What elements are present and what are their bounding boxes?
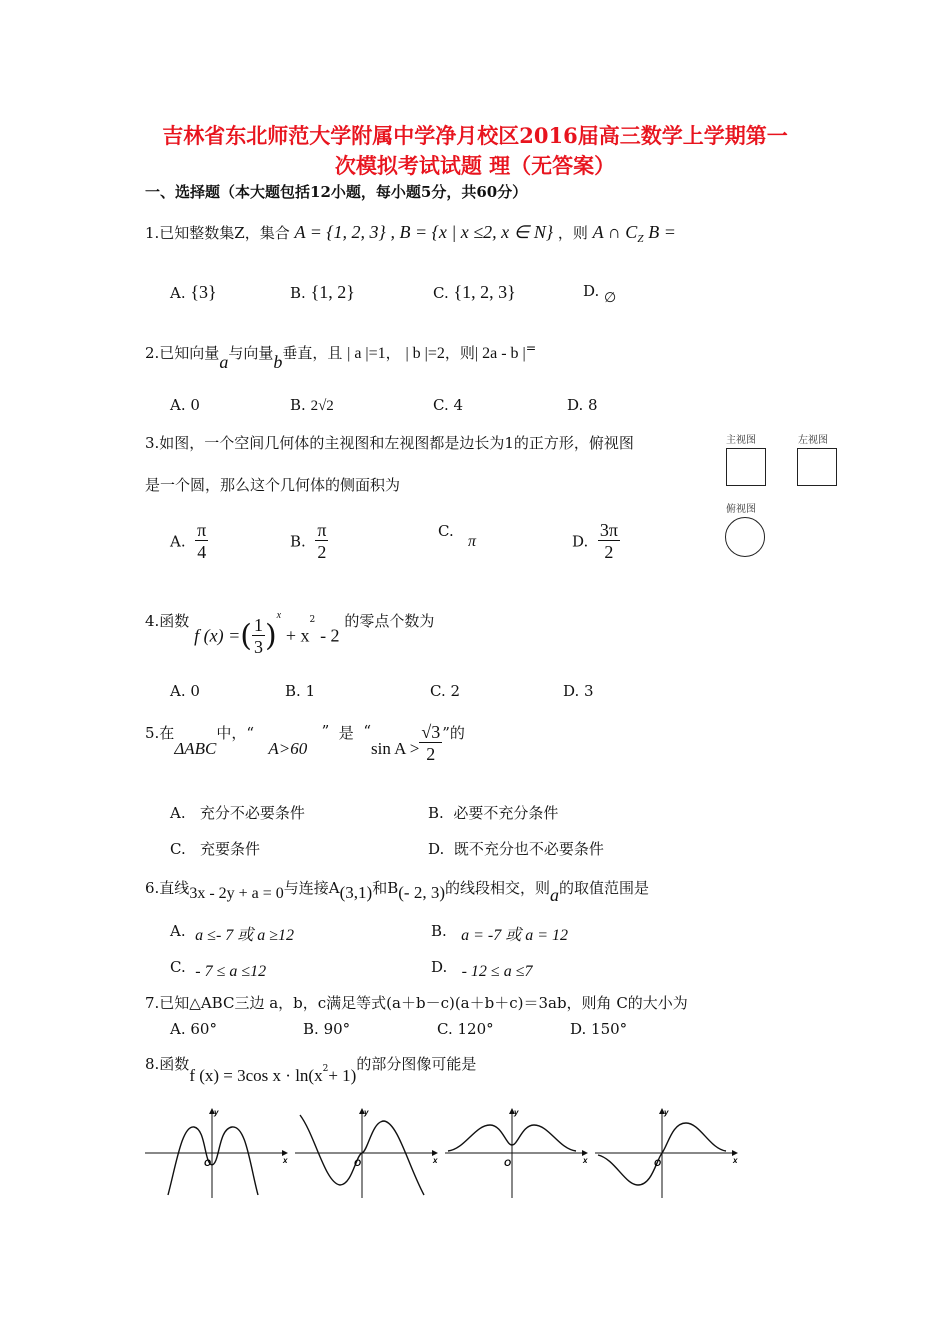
- q2-option-c: C. 4: [433, 396, 464, 414]
- left-view-square: [797, 448, 837, 486]
- graph-c-origin: O: [504, 1158, 512, 1168]
- q1-set-a: A = {1, 2, 3}: [294, 222, 386, 242]
- q4-option-c: C. 2: [430, 682, 461, 700]
- q4-option-b: B. 1: [285, 682, 316, 700]
- graph-b-origin: O: [354, 1158, 362, 1168]
- q8-graph-options: [140, 1105, 750, 1200]
- q8-graph-a: [145, 1108, 288, 1198]
- graph-b-x: x: [433, 1156, 438, 1165]
- question-6: 6.直线3x - 2y + a = 0与连接A(3,1)和B(- 2, 3)的线段相交，则a的取值范围是: [145, 879, 650, 905]
- q1-sub: Z: [637, 233, 644, 245]
- q8-graph-b: [295, 1108, 438, 1198]
- graph-c-y: y: [514, 1108, 519, 1117]
- q5-option-a: A. 充分不必要条件: [170, 804, 305, 822]
- q7-option-a: A. 60°: [170, 1020, 217, 1038]
- q3-option-c: C. π: [438, 522, 477, 550]
- q2-vector-a: a: [219, 352, 229, 372]
- doc-title-line2: 次模拟考试试题 理（无答案）: [334, 153, 616, 178]
- q7-option-c: C. 120°: [437, 1020, 494, 1038]
- q4-option-d: D. 3: [563, 682, 594, 700]
- q3-option-a: A. $\frac{\pi}{4}$: [170, 520, 207, 562]
- q2-option-b: B. 2√2: [290, 396, 334, 414]
- q3-option-d: D. $\frac{3\pi}{2}$: [572, 520, 618, 562]
- q1-set-b: , B = {x | x ≤2, x ∈ N}: [390, 222, 554, 242]
- q2-vector-b: b: [273, 352, 283, 372]
- label-front-view: 主视图: [726, 435, 756, 446]
- question-7: 7.已知△ABC三边 a，b，c满足等式(a＋b－c)(a＋b＋c)＝3ab，则角 C的大小为: [145, 994, 688, 1012]
- q8-graph-c: [445, 1108, 588, 1198]
- graph-a-origin: O: [204, 1158, 212, 1168]
- q1-option-d: D. ∅: [583, 282, 617, 306]
- graph-d-y: y: [664, 1108, 669, 1117]
- section-heading: 一、选择题（本大题包括12小题，每小题5分，共60分）: [145, 183, 528, 201]
- q2-option-a: A. 0: [170, 396, 200, 414]
- question-3-line1: 3.如图，一个空间几何体的主视图和左视图都是边长为1的正方形，俯视图: [145, 434, 634, 452]
- front-view-square: [726, 448, 766, 486]
- graph-c-x: x: [583, 1156, 588, 1165]
- q1-tail: ，则: [557, 224, 588, 242]
- q3-option-b: B. $\frac{\pi}{2}$: [290, 520, 327, 562]
- q1-text: 1.已知整数集Z，集合: [145, 224, 290, 242]
- question-1: [145, 222, 676, 245]
- graph-a-x: x: [283, 1156, 288, 1165]
- question-4: 4.函数 f (x) =( $\frac{1}{3}$ )$^x + x^2 - 2$ 的零点个数为: [145, 610, 435, 657]
- q8-graph-d: [595, 1108, 738, 1198]
- graph-d-x: x: [733, 1156, 738, 1165]
- q4-fx: f (x) =: [194, 625, 241, 646]
- q1-option-b: B. {1, 2}: [290, 282, 355, 302]
- q6-option-c: C. - 7 ≤ a ≤12: [170, 958, 267, 980]
- question-3-line2: 是一个圆，那么这个几何体的侧面积为: [145, 476, 401, 494]
- label-left-view: 左视图: [798, 435, 828, 446]
- q1-option-a: A. {3}: [170, 282, 217, 302]
- q4-option-a: A. 0: [170, 682, 200, 700]
- q7-option-d: D. 150°: [570, 1020, 628, 1038]
- graph-b-y: y: [364, 1108, 369, 1117]
- graph-d-origin: O: [654, 1158, 662, 1168]
- q1-expr: A ∩ C: [592, 222, 638, 242]
- q1-expr2: B =: [648, 222, 676, 242]
- q5-option-b: B. 必要不充分条件: [428, 804, 559, 822]
- q5-option-d: D. 既不充分也不必要条件: [428, 840, 604, 858]
- top-view-circle: [725, 517, 765, 557]
- q6-option-a: A. a ≤- 7 或 a ≥12: [170, 922, 295, 944]
- q2-option-d: D. 8: [567, 396, 598, 414]
- graph-a-y: y: [214, 1108, 219, 1117]
- doc-title-line1: 吉林省东北师范大学附属中学净月校区2016届高三数学上学期第一: [162, 123, 788, 148]
- q6-option-b: B. a = -7 或 a = 12: [431, 922, 569, 944]
- question-5: 5.在ΔABC中，“ A>60 ” 是 “sin A > $\frac{√3}{2}$ ”的: [145, 722, 465, 764]
- label-top-view: 俯视图: [726, 504, 756, 515]
- question-2: 2.已知向量a与向量b垂直，且 | a |=1， | b |=2，则| 2a - b |=: [145, 340, 537, 372]
- q6-option-d: D. - 12 ≤ a ≤7: [431, 958, 533, 980]
- q7-option-b: B. 90°: [303, 1020, 351, 1038]
- question-8: 8.函数f (x) = 3cos $x \cdot \ln(x^2+ 1)$的部分图像可能是: [145, 1055, 477, 1085]
- q5-option-c: C. 充要条件: [170, 840, 261, 858]
- q1-option-c: C. {1, 2, 3}: [433, 282, 516, 302]
